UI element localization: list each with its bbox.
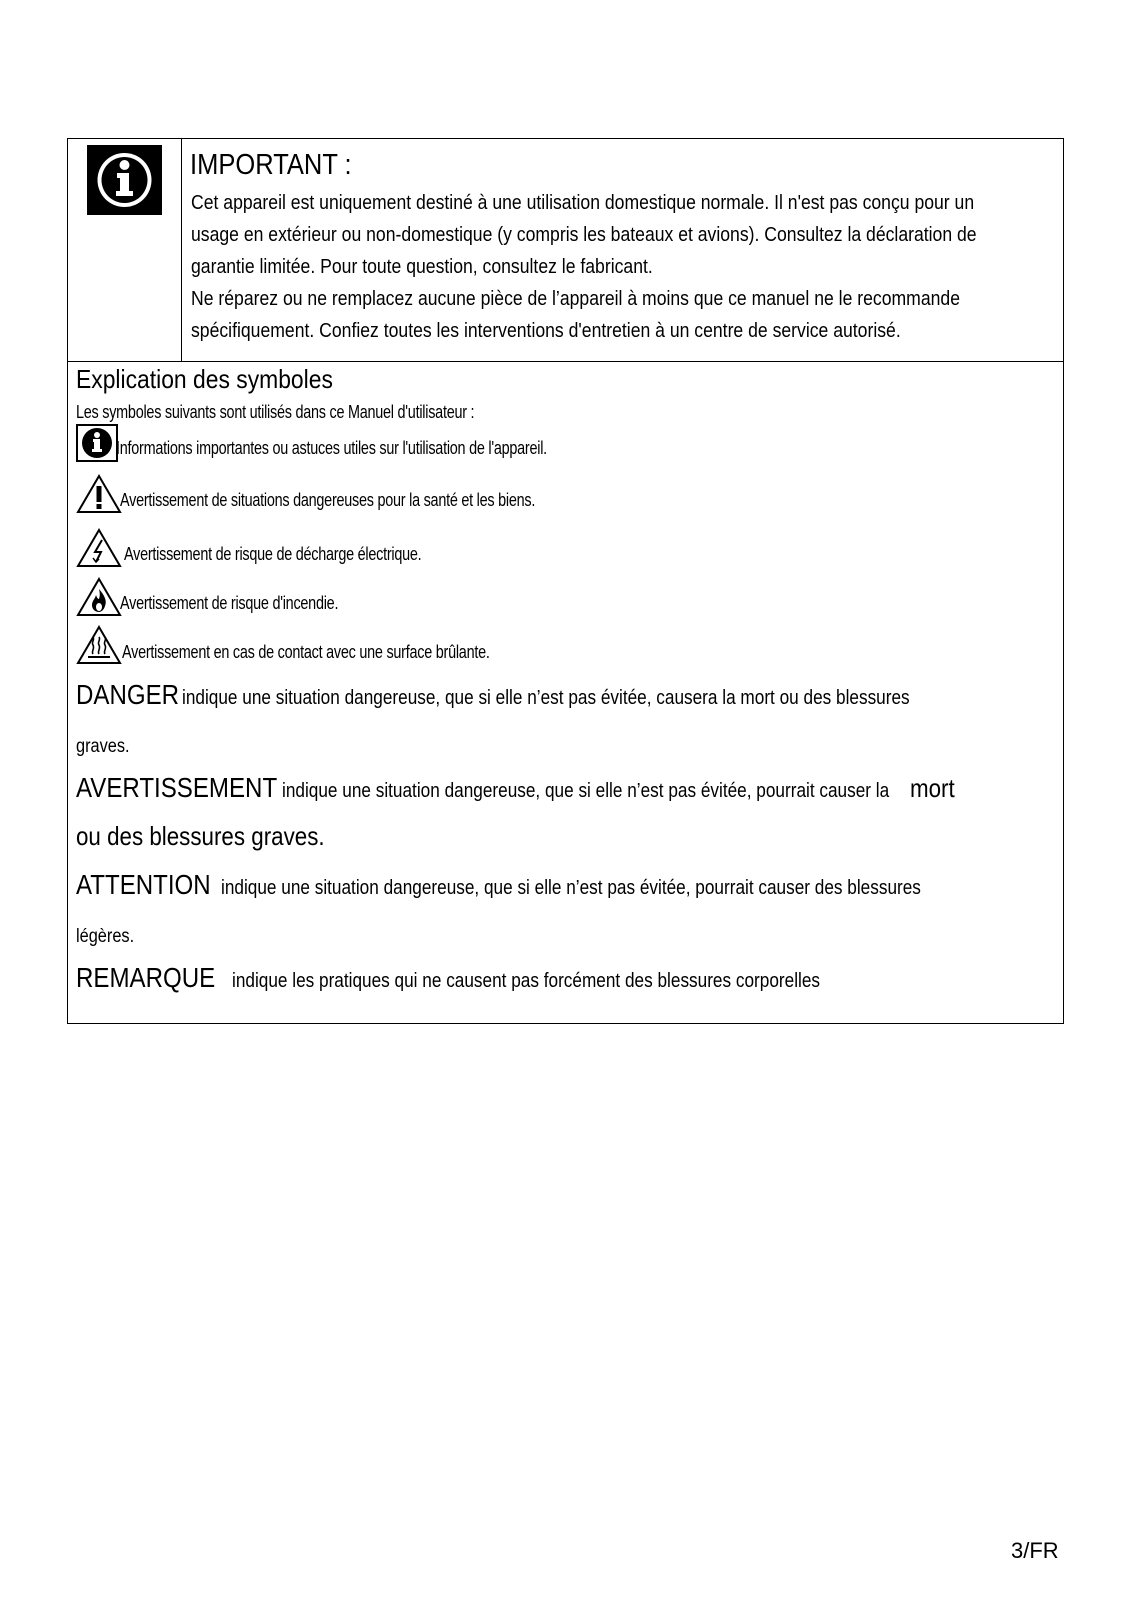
remarque-definition — [76, 962, 916, 994]
remarque-keyword: REMARQUE — [76, 962, 216, 993]
attention-keyword: ATTENTION — [76, 869, 211, 900]
danger-continuation: graves. — [76, 736, 130, 757]
hot-surface-warning-icon — [76, 624, 122, 666]
warning-exclamation-icon — [76, 473, 122, 515]
important-section — [68, 139, 1063, 362]
avertissement-text-large: mort — [909, 773, 955, 803]
page-number: 3/FR — [1011, 1538, 1059, 1563]
info-icon — [87, 145, 162, 215]
attention-continuation: légères. — [76, 926, 135, 947]
danger-text: indique une situation dangereuse, que si elle n’est pas évitée, causera la mort ou des blessures — [181, 687, 910, 709]
fire-warning-icon — [76, 576, 122, 618]
important-line: spécifiquement. Confiez toutes les interventions d'entretien à un centre de service autorisé. — [191, 320, 901, 342]
avertissement-definition — [76, 772, 962, 804]
symbol-text: Avertissement de risque d'incendie. — [120, 593, 339, 613]
important-line: garantie limitée. Pour toute question, consultez le fabricant. — [191, 256, 653, 278]
symbol-text: Informations importantes ou astuces utiles sur l'utilisation de l'appareil. — [116, 438, 547, 458]
danger-definition — [76, 679, 1028, 711]
important-line: Cet appareil est uniquement destiné à une utilisation domestique normale. Il n'est pas conçu pour un — [191, 192, 975, 214]
symbols-heading: Explication des symboles — [76, 364, 333, 394]
attention-text: indique une situation dangereuse, que si elle n’est pas évitée, pourrait causer des blessures — [220, 877, 921, 899]
avertissement-continuation: ou des blessures graves. — [76, 821, 325, 851]
important-icon-cell — [68, 139, 182, 361]
electric-shock-warning-icon — [76, 527, 122, 569]
important-line: usage en extérieur ou non-domestique (y compris les bateaux et avions). Consultez la déclaration de — [191, 224, 977, 246]
info-icon — [76, 424, 118, 462]
danger-keyword: DANGER — [76, 679, 180, 710]
attention-definition — [76, 869, 1034, 901]
avertissement-keyword: AVERTISSEMENT — [76, 772, 278, 803]
important-body — [191, 187, 1061, 347]
important-title: IMPORTANT : — [190, 149, 352, 181]
symbol-text: Avertissement de risque de décharge électrique. — [124, 544, 422, 564]
avertissement-text: indique une situation dangereuse, que si elle n’est pas évitée, pourrait causer la — [281, 780, 890, 802]
symbol-text: Avertissement en cas de contact avec une surface brûlante. — [122, 642, 490, 662]
important-notice-box — [67, 138, 1064, 1024]
symbols-intro: Les symboles suivants sont utilisés dans ce Manuel d'utilisateur : — [76, 402, 475, 422]
symbol-text: Avertissement de situations dangereuses pour la santé et les biens. — [120, 490, 536, 510]
important-line: Ne réparez ou ne remplacez aucune pièce de l’appareil à moins que ce manuel ne le recommande — [191, 288, 960, 310]
remarque-text: indique les pratiques qui ne causent pas forcément des blessures corporelles — [231, 970, 820, 992]
